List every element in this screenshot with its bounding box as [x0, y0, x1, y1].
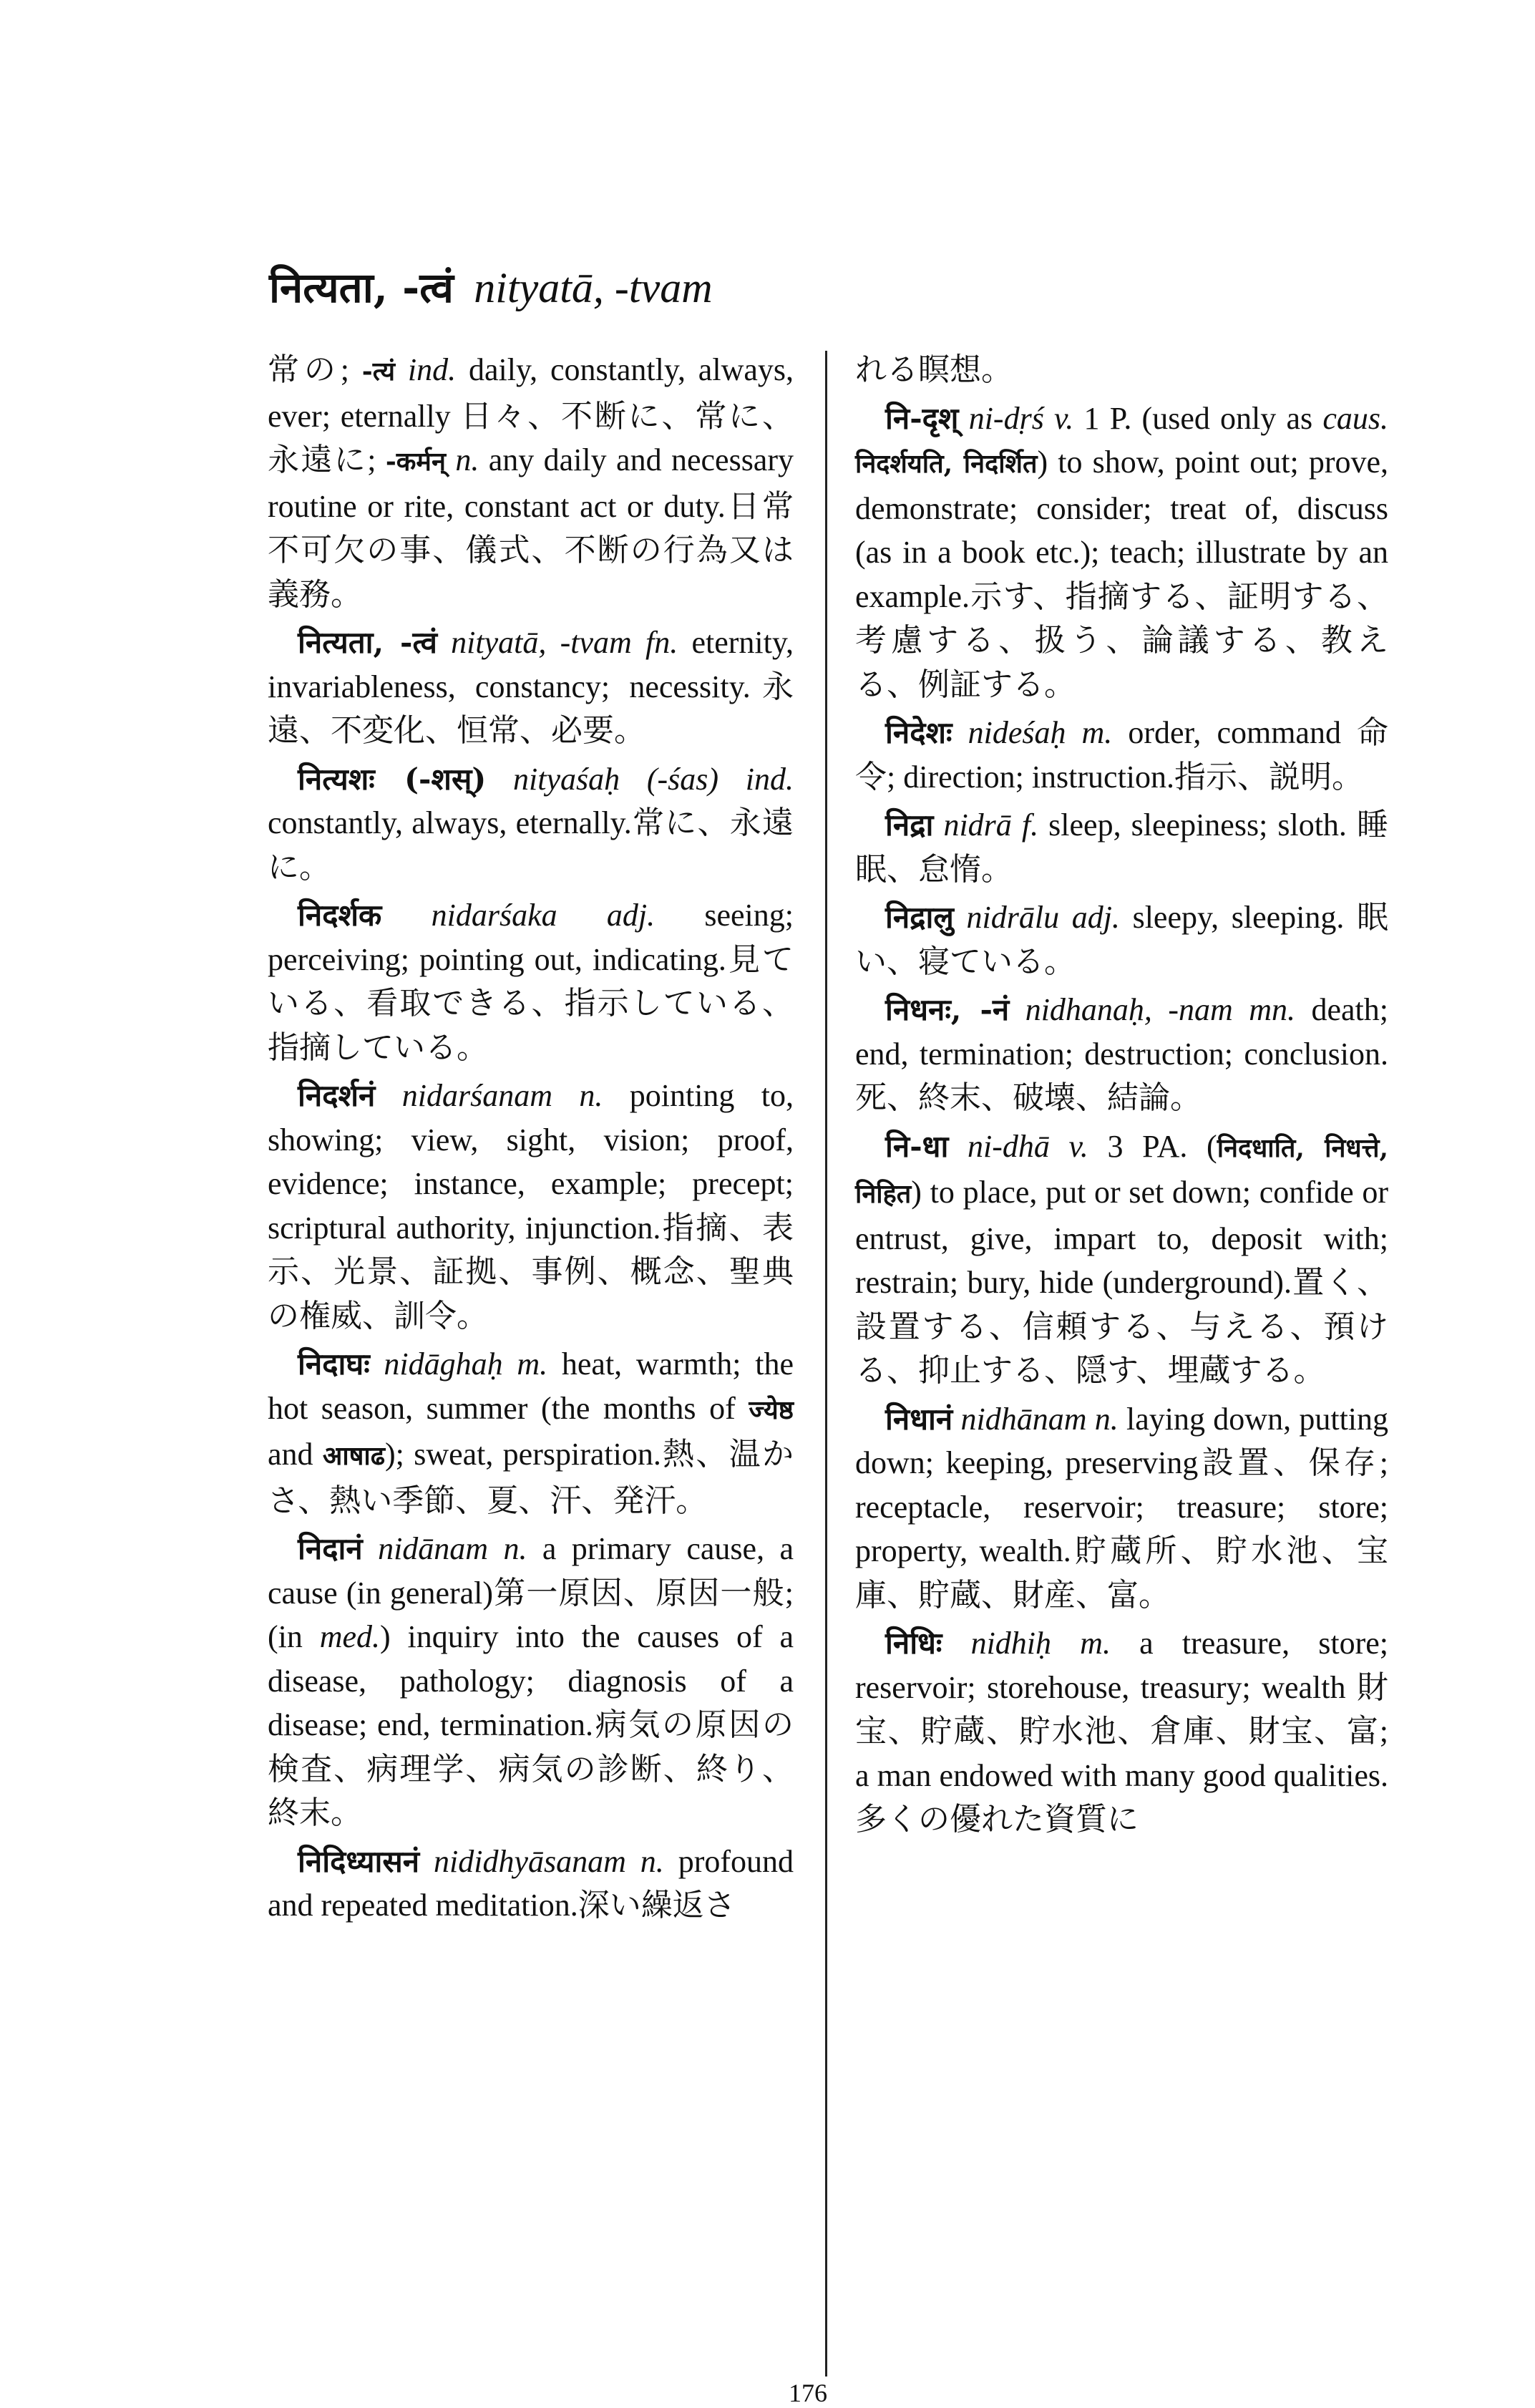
entry-text: constantly, always, eternally.常に、永遠に。	[268, 805, 794, 885]
page-header	[269, 258, 713, 314]
dictionary-entry	[855, 711, 1388, 799]
right-column	[855, 348, 1388, 1846]
entry-devanagari-text: ज्येष्ठ	[749, 1394, 794, 1425]
entry-headword: निधनः, -नं	[885, 992, 1010, 1027]
entry-italic-text: n.	[455, 442, 479, 477]
entry-text: a primary cause, a cause (in general)第一原因、原因一般; (in	[268, 1531, 794, 1654]
entry-headword: निद्रालु	[885, 900, 954, 935]
entry-italic-text: nidhiḥ m.	[970, 1626, 1111, 1661]
entry-continuation	[855, 348, 1388, 392]
entry-devanagari-text: आषाढ	[322, 1441, 386, 1471]
entry-headword: नित्यता, -त्वं	[298, 625, 437, 660]
entry-italic-text: nidarśanam n.	[401, 1078, 603, 1113]
page-number: 176	[789, 2379, 827, 2407]
entry-headword: निदानं	[298, 1531, 363, 1566]
entry-text: ) to place, put or set down; confide or entrust, give, impart to, deposit with; restrain; bury, hide (underground).置く、設置する、信頼する、与える、預ける、抑止する、隠す、埋蔵する。	[855, 1175, 1388, 1388]
column-divider	[825, 351, 827, 2377]
entry-devanagari-text: निदधाति, निधत्ते, निहित	[855, 1132, 1389, 1209]
entry-text: ) inquiry into the causes of a disease, pathology; diagnosis of a disease; end, termination.病気の原因の検査、病理学、病気の診断、終り、終末。	[268, 1619, 794, 1830]
entry-text	[1009, 992, 1025, 1027]
entry-text: pointing to, showing; view, sight, vision; proof, evidence; instance, example; precept; scriptural authority, injunction.指摘、表示、光景、証拠、事例、概念、聖典の権威、訓令。	[268, 1078, 794, 1334]
entry-continuation	[268, 348, 794, 616]
entry-italic-text: ni-dṛś v.	[968, 400, 1074, 436]
entry-text	[952, 715, 968, 750]
entry-text: 3 PA. (	[1088, 1128, 1217, 1164]
entry-text: heat, warmth; the hot season, summer (the months of	[268, 1346, 794, 1426]
dictionary-entry	[855, 1621, 1388, 1842]
entry-text: sleepy, sleeping. 眠い、寝ている。	[855, 900, 1389, 979]
entry-text	[958, 401, 968, 436]
entry-headword: निदिध्यासनं	[298, 1843, 420, 1879]
dictionary-entry	[268, 1342, 794, 1523]
dictionary-entry	[268, 621, 794, 753]
entry-devanagari-text: निदर्शयति, निदर्शित	[855, 449, 1038, 479]
entry-italic-text: nidrālu adj.	[966, 900, 1120, 935]
entry-italic-text: nidhanaḥ, -nam mn.	[1025, 992, 1296, 1027]
entry-text: ) to show, point out; prove, demonstrate; consider; treat of, discuss (as in a book etc.); teach; illustrate by an example.示す、指摘する、証明する、考慮する、扱う、論議する、教える、例証する。	[855, 445, 1388, 702]
entry-text: ); sweat, perspiration.熱、温かさ、熱い季節、夏、汗、発汗。	[268, 1437, 794, 1518]
dictionary-entry	[268, 1527, 794, 1835]
entry-italic-text: nidānam n.	[378, 1531, 527, 1566]
entry-text: seeing; perceiving; pointing out, indicating.見ている、看取できる、指示している、指摘している。	[268, 898, 794, 1065]
entry-italic-text: ind.	[407, 352, 457, 387]
entry-italic-text: med.	[319, 1619, 381, 1654]
entry-text: and	[268, 1437, 323, 1472]
entry-headword: नि-दृश्	[885, 400, 959, 436]
entry-text: daily, constantly, always, ever; eternally 日々、不断に、常に、永遠に;	[268, 352, 794, 477]
dictionary-entry	[855, 895, 1388, 984]
entry-text: れる瞑想。	[855, 352, 1013, 387]
entry-text: 常の;	[268, 352, 362, 387]
entry-text	[948, 1129, 968, 1164]
entry-text	[437, 625, 451, 660]
entry-italic-text: nidrā f.	[943, 807, 1039, 843]
entry-headword: निधानं	[885, 1401, 953, 1437]
entry-text	[381, 898, 431, 933]
entry-text: eternity, invariableness, constancy; necessity.永遠、不変化、恒常、必要。	[268, 625, 794, 748]
entry-text	[419, 1844, 434, 1879]
entry-italic-text: nityaśaḥ (-śas) ind.	[513, 761, 794, 797]
entry-text: 1 P. (used only as	[1073, 400, 1323, 436]
entry-text	[952, 1402, 960, 1437]
entry-italic-text: nideśaḥ m.	[968, 715, 1113, 750]
entry-text	[954, 900, 967, 935]
entry-italic-text: nidarśaka adj.	[431, 898, 656, 933]
entry-headword: निदेशः	[885, 715, 952, 750]
entry-text	[395, 352, 408, 387]
left-column	[268, 348, 794, 1932]
entry-headword: निद्रा	[885, 807, 934, 843]
entry-text	[446, 442, 455, 477]
entry-headword: निदाघः	[298, 1346, 370, 1382]
entry-text	[363, 1531, 378, 1566]
header-romanized: nityatā, -tvam	[474, 264, 713, 311]
dictionary-entry	[855, 1125, 1388, 1393]
entry-text	[486, 762, 513, 797]
dictionary-entry	[268, 893, 794, 1069]
dictionary-entry	[268, 757, 794, 890]
entry-italic-text: nidhānam n.	[960, 1401, 1119, 1437]
entry-text	[933, 807, 943, 843]
entry-devanagari-text: -त्यं	[361, 356, 396, 387]
entry-headword: निदर्शक	[298, 898, 382, 933]
entry-italic-text: nityatā, -tvam fn.	[451, 625, 678, 660]
entry-text: profound and repeated meditation.深い繰返さ	[268, 1843, 794, 1923]
entry-headword: नित्यशः (-शस्)	[298, 761, 487, 797]
entry-italic-text: ni-dhā v.	[968, 1128, 1088, 1164]
entry-devanagari-text: -कर्मन्	[385, 447, 446, 477]
entry-text: sleep, sleepiness; sloth. 睡眠、怠惰。	[855, 807, 1389, 887]
entry-italic-text: nidāghaḥ m.	[384, 1346, 548, 1382]
header-devanagari: नित्यता, -त्वं	[269, 263, 454, 312]
entry-headword: नि-धा	[885, 1128, 949, 1164]
dictionary-entry	[855, 988, 1388, 1120]
entry-text: order, command 命令; direction; instruction.指示、説明。	[855, 715, 1388, 795]
entry-text: a treasure, store; reservoir; storehouse, treasury; wealth 財宝、貯蔵、貯水池、倉庫、財宝、富; a man endowed with many good qualities.多くの優れた資質に	[855, 1626, 1388, 1837]
dictionary-entry	[855, 397, 1388, 707]
dictionary-entry	[268, 1074, 794, 1338]
entry-headword: निदर्शनं	[298, 1078, 376, 1113]
entry-headword: निधिः	[885, 1626, 942, 1661]
dictionary-entry	[268, 1840, 794, 1928]
entry-italic-text: nididhyāsanam n.	[434, 1843, 664, 1879]
dictionary-entry	[855, 1397, 1388, 1618]
entry-text	[942, 1626, 970, 1661]
entry-text	[375, 1078, 401, 1113]
entry-text: laying down, putting down; keeping, preserving設置、保存; receptacle, reservoir; treasure; store; property, wealth.貯蔵所、貯水池、宝庫、貯蔵、財産、富。	[855, 1401, 1389, 1613]
entry-italic-text: caus.	[1322, 400, 1389, 436]
dictionary-entry	[855, 803, 1388, 891]
entry-text: death; end, termination; destruction; conclusion.死、終末、破壊、結論。	[855, 992, 1388, 1115]
entry-text: any daily and necessary routine or rite, constant act or duty.日常不可欠の事、儀式、不断の行為又は義務。	[268, 442, 794, 612]
entry-text	[370, 1346, 384, 1382]
